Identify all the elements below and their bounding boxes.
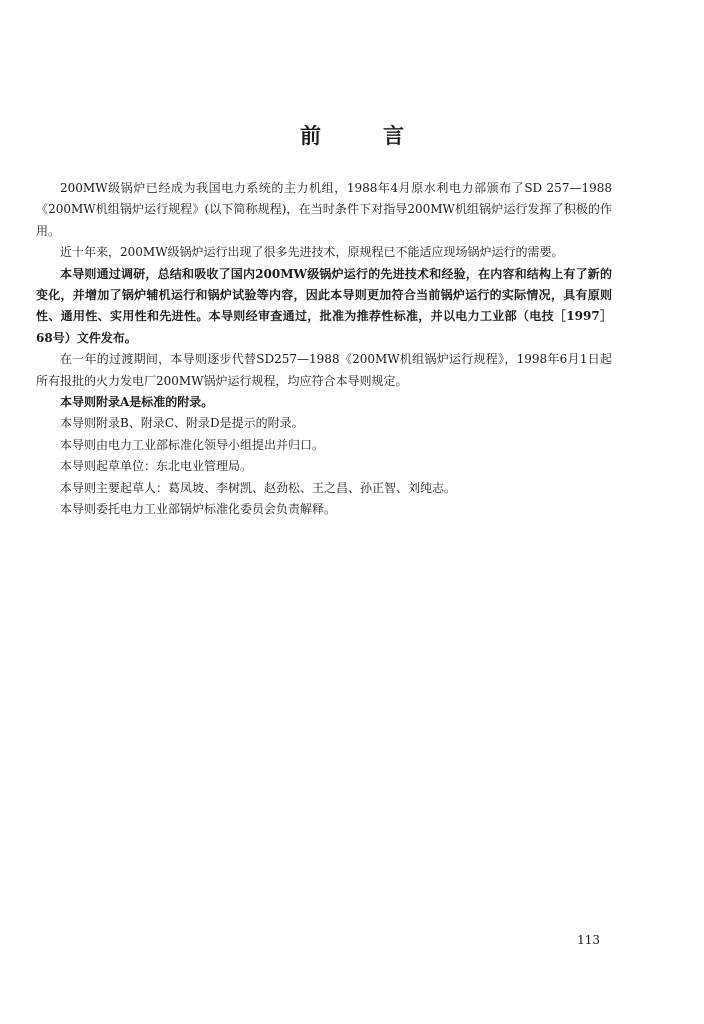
paragraph-appendix-bcd: 本导则附录B、附录C、附录D是提示的附录。 xyxy=(60,416,304,431)
paragraph-interpretation: 本导则委托电力工业部锅炉标准化委员会负责解释。 xyxy=(60,502,337,517)
paragraph-drafters: 本导则主要起草人：葛凤坡、李树凯、赵劲松、王之昌、孙正智、刘纯志。 xyxy=(60,480,457,495)
paragraph-need: 近十年来，200MW级锅炉运行出现了很多先进技术，原规程已不能适应现场锅炉运行的需要。 xyxy=(60,245,564,260)
page-number: 113 xyxy=(577,933,600,947)
paragraph-proposer: 本导则由电力工业部标准化领导小组提出并归口。 xyxy=(60,437,325,452)
paragraph-background: 200MW级锅炉已经成为我国电力系统的主力机组，1988年4月原水利电力部颁布了SD 257—1988《200MW机组锅炉运行规程》(以下简称规程)，在当时条件下对指导200MW机组锅炉运行发挥了积极的作用。 xyxy=(36,181,612,238)
paragraph-transition: 在一年的过渡期间，本导则逐步代替SD257—1988《200MW机组锅炉运行规程》，1998年6月1日起所有报批的火力发电厂200MW锅炉运行规程，均应符合本导则规定。 xyxy=(36,352,612,388)
paragraph-appendix-a: 本导则附录A是标准的附录。 xyxy=(60,395,214,410)
foreword-body xyxy=(36,178,612,521)
paragraph-drafting-unit: 本导则起草单位：东北电业管理局。 xyxy=(60,459,253,474)
page-title: 前言 xyxy=(300,123,466,148)
paragraph-summary: 本导则通过调研，总结和吸收了国内200MW级锅炉运行的先进技术和经验，在内容和结构上有了新的变化，并增加了锅炉辅机运行和锅炉试验等内容，因此本导则更加符合当前锅炉运行的实际情况，具有原则性、通用性、实用性和先进性。本导则经审查通过，批准为推荐性标准，并以电力工业部（电技［1997］68号）文件发布。 xyxy=(36,266,612,345)
